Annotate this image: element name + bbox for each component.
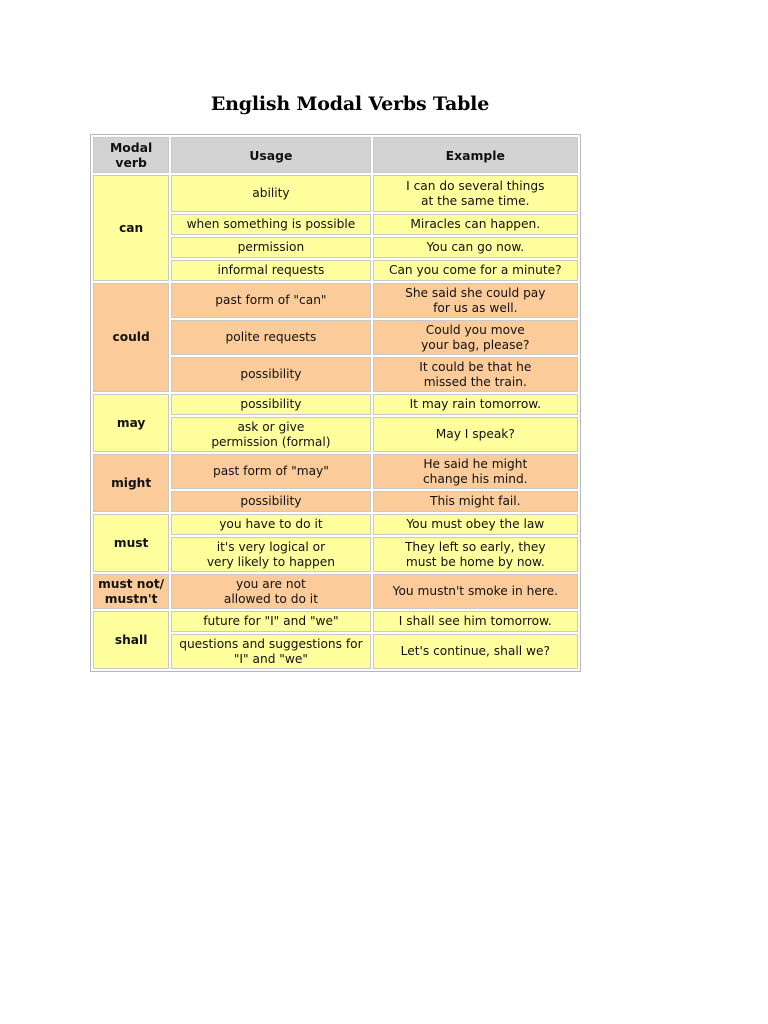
column-header-modal-verb: Modal verb — [93, 137, 169, 173]
usage-cell: past form of "can" — [171, 283, 370, 318]
usage-cell: you have to do it — [171, 514, 370, 535]
table-row — [93, 175, 578, 212]
example-cell: She said she could pay for us as well. — [373, 283, 578, 318]
modal-verb-cell: can — [93, 175, 169, 281]
table-row — [93, 574, 578, 609]
modal-verbs-table-container — [90, 134, 581, 672]
example-cell: It may rain tomorrow. — [373, 394, 578, 415]
example-cell: I shall see him tomorrow. — [373, 611, 578, 632]
column-header-example: Example — [373, 137, 578, 173]
example-cell: You can go now. — [373, 237, 578, 258]
example-cell: You must obey the law — [373, 514, 578, 535]
example-cell: It could be that he missed the train. — [373, 357, 578, 392]
modal-verbs-table — [91, 135, 580, 671]
modal-verb-cell: shall — [93, 611, 169, 669]
usage-cell: future for "I" and "we" — [171, 611, 370, 632]
usage-cell: possibility — [171, 394, 370, 415]
example-cell: Miracles can happen. — [373, 214, 578, 235]
usage-cell: ask or give permission (formal) — [171, 417, 370, 452]
usage-cell: you are not allowed to do it — [171, 574, 370, 609]
example-cell: Let's continue, shall we? — [373, 634, 578, 669]
modal-verb-cell: could — [93, 283, 169, 392]
page-title: English Modal Verbs Table — [210, 93, 490, 115]
usage-cell: ability — [171, 175, 370, 212]
table-row — [93, 283, 578, 318]
usage-cell: possibility — [171, 491, 370, 512]
usage-cell: possibility — [171, 357, 370, 392]
table-row — [93, 394, 578, 415]
table-row — [93, 514, 578, 535]
modal-verb-cell: may — [93, 394, 169, 452]
example-cell: This might fail. — [373, 491, 578, 512]
table-header-row — [93, 137, 578, 173]
usage-cell: it's very logical or very likely to happen — [171, 537, 370, 572]
example-cell: Can you come for a minute? — [373, 260, 578, 281]
example-cell: May I speak? — [373, 417, 578, 452]
usage-cell: informal requests — [171, 260, 370, 281]
usage-cell: permission — [171, 237, 370, 258]
example-cell: He said he might change his mind. — [373, 454, 578, 489]
modal-verb-cell: might — [93, 454, 169, 512]
usage-cell: when something is possible — [171, 214, 370, 235]
example-cell: I can do several things at the same time. — [373, 175, 578, 212]
table-body — [93, 175, 578, 669]
modal-verb-cell: must — [93, 514, 169, 572]
usage-cell: questions and suggestions for "I" and "we" — [171, 634, 370, 669]
example-cell: You mustn't smoke in here. — [373, 574, 578, 609]
example-cell: Could you move your bag, please? — [373, 320, 578, 355]
example-cell: They left so early, they must be home by now. — [373, 537, 578, 572]
usage-cell: polite requests — [171, 320, 370, 355]
column-header-usage: Usage — [171, 137, 370, 173]
usage-cell: past form of "may" — [171, 454, 370, 489]
table-row — [93, 454, 578, 489]
modal-verb-cell: must not/ mustn't — [93, 574, 169, 609]
table-row — [93, 611, 578, 632]
